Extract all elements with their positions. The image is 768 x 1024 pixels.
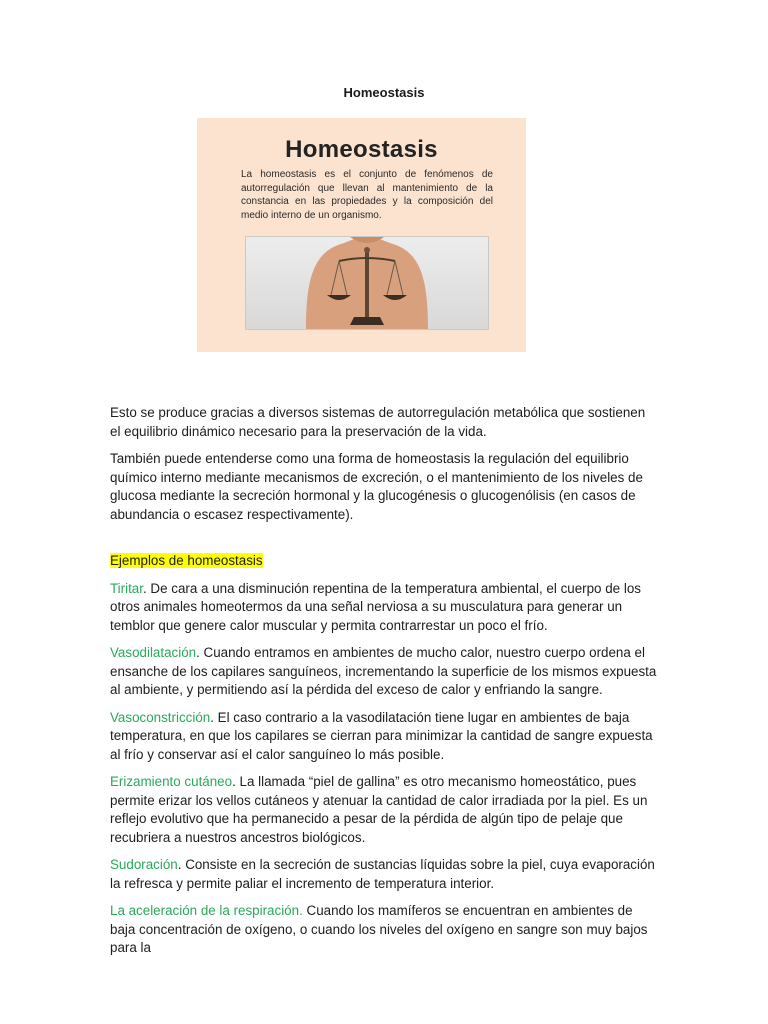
example-text: Cuando los mamíferos se encuentran en ambientes de baja concentración de oxígeno, o cuando los niveles del oxígeno en sangre son muy bajos para la bbox=[110, 903, 648, 955]
example-item bbox=[110, 902, 658, 958]
example-text: . El caso contrario a la vasodilatación tiene lugar en ambientes de baja temperatura, en que los capilares se cierran para minimizar la cantidad de sangre expuesta al frío y conservar así el calor sanguíneo lo más posible. bbox=[110, 709, 653, 762]
example-text: . Cuando entramos en ambientes de mucho calor, nuestro cuerpo ordena el ensanche de los capilares sanguíneos, incrementando la superficie de los mismos expuesta al ambiente, y permitiendo así la pérdida del exceso de calor y enfriando la sangre. bbox=[110, 645, 657, 697]
figure-heading: Homeostasis bbox=[285, 136, 438, 163]
figure-photo bbox=[245, 236, 489, 330]
examples-heading-text: Ejemplos de homeostasis bbox=[110, 553, 263, 568]
example-term: Vasoconstricción bbox=[110, 709, 211, 725]
example-item bbox=[110, 644, 658, 700]
document-title: Homeostasis bbox=[343, 85, 425, 100]
example-text: . De cara a una disminución repentina de la temperatura ambiental, el cuerpo de los otros animales homeotermos da una señal nerviosa a su musculatura para generar un temblor que genere calor muscular y permita contrarrestar un poco el frío. bbox=[110, 580, 641, 633]
example-term: Tiritar bbox=[110, 580, 143, 596]
example-item bbox=[110, 709, 658, 765]
example-term: Sudoración bbox=[110, 857, 178, 872]
example-text: . Consiste en la secreción de sustancias líquidas sobre la piel, cuya evaporación la refresca y permite paliar el incremento de temperatura interior. bbox=[110, 857, 655, 891]
figure-definition: La homeostasis es el conjunto de fenómenos de autorregulación que llevan al mantenimiento de la constancia en las propiedades y la composición del medio interno de un organismo. bbox=[241, 169, 493, 221]
example-item bbox=[110, 773, 658, 847]
balance-scale-icon bbox=[246, 237, 488, 329]
example-text: . La llamada “piel de gallina” es otro mecanismo homeostático, pues permite erizar los vellos cutáneos y atenuar la cantidad de calor irradiada por la piel. Es un reflejo evolutivo que ha permanecido a pesar de la pérdida de algún tipo de pelaje que recubriera a nuestros ancestros biológicos. bbox=[110, 774, 648, 845]
example-term: La aceleración de la respiración. bbox=[110, 903, 303, 918]
homeostasis-figure bbox=[197, 118, 526, 352]
document-body bbox=[110, 404, 658, 967]
example-item bbox=[110, 580, 658, 636]
example-item bbox=[110, 856, 658, 893]
examples-heading bbox=[110, 552, 658, 571]
paragraph: Esto se produce gracias a diversos sistemas de autorregulación metabólica que sostienen el equilibrio dinámico necesario para la preservación de la vida. bbox=[110, 405, 646, 439]
paragraph: También puede entenderse como una forma de homeostasis la regulación del equilibrio químico interno mediante mecanismos de excreción, o el mantenimiento de los niveles de glucosa mediante la secreción hormonal y la glucogénesis o glucogenólisis (en casos de abundancia o escasez respectivamente). bbox=[110, 451, 643, 522]
example-term: Erizamiento cutáneo bbox=[110, 774, 233, 789]
example-term: Vasodilatación bbox=[110, 645, 197, 660]
